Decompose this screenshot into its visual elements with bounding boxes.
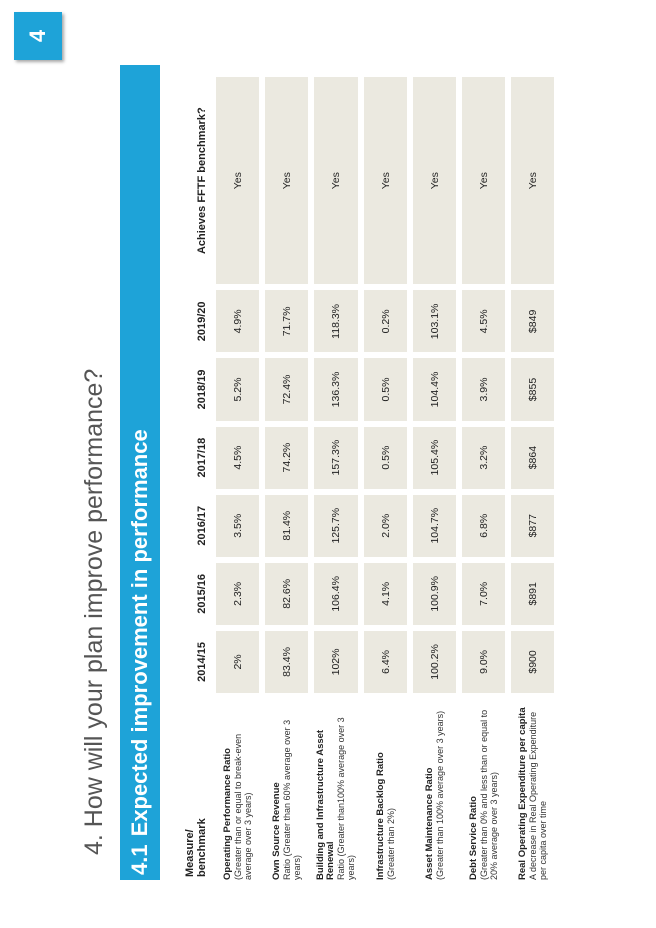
value-cell: 82.6% <box>265 563 308 625</box>
table-row <box>511 77 554 880</box>
column-header: Measure/ benchmark <box>184 818 208 877</box>
value-cell: 105.4% <box>413 427 456 489</box>
value-cell: $900 <box>511 631 554 693</box>
measure-name: Building and Infrastructure Asset Renewal <box>315 729 336 880</box>
table-header-row <box>166 77 210 880</box>
value-cell: 100.2% <box>413 631 456 693</box>
measure-name: Own Source Revenue <box>270 782 282 880</box>
page-title: 4. How will your plan improve performance? <box>80 368 108 855</box>
measure-description: (Greater than 0% and less than or equal to 20% average over 3 years) <box>478 709 499 880</box>
measure-description: (Greater than 100% average over 3 years) <box>434 710 445 880</box>
value-cell: Yes <box>511 77 554 284</box>
measure-cell <box>364 699 407 880</box>
value-cell: 74.2% <box>265 427 308 489</box>
value-cell: 2% <box>216 631 259 693</box>
column-header: 2017/18 <box>196 437 208 478</box>
measure-cell <box>462 699 505 880</box>
measure-name: Operating Performance Ratio <box>221 748 233 880</box>
value-cell: Yes <box>216 77 259 284</box>
value-cell: 6.4% <box>364 631 407 693</box>
performance-table <box>160 71 560 886</box>
value-cell: 125.7% <box>314 495 358 557</box>
page-number: 4 <box>25 29 50 43</box>
value-cell: 5.2% <box>216 358 259 420</box>
value-cell: 157.3% <box>314 427 358 489</box>
value-cell: 102% <box>314 631 358 693</box>
measure-name: Debt Service Ratio <box>467 796 479 880</box>
table-row <box>462 77 505 880</box>
value-cell: 136.3% <box>314 358 358 420</box>
section-header <box>120 65 160 880</box>
measure-cell <box>265 699 308 880</box>
value-cell: 4.5% <box>462 290 505 352</box>
value-cell: $849 <box>511 290 554 352</box>
value-cell: 4.5% <box>216 427 259 489</box>
value-cell: 104.7% <box>413 495 456 557</box>
value-cell: 3.5% <box>216 495 259 557</box>
measure-cell <box>511 699 554 880</box>
value-cell: 3.9% <box>462 358 505 420</box>
section-number: 4.1 <box>127 844 152 875</box>
table-row <box>364 77 407 880</box>
measure-cell <box>314 699 358 880</box>
value-cell: 9.0% <box>462 631 505 693</box>
value-cell: 106.4% <box>314 563 358 625</box>
column-header: 2014/15 <box>196 642 208 682</box>
value-cell: 81.4% <box>265 495 308 557</box>
value-cell: 7.0% <box>462 563 505 625</box>
value-cell: $891 <box>511 563 554 625</box>
value-cell: 72.4% <box>265 358 308 420</box>
table-row <box>413 77 456 880</box>
measure-description: (Greater than or equal to break-even average over 3 years) <box>232 733 253 880</box>
value-cell: Yes <box>364 77 407 284</box>
value-cell: 0.2% <box>364 290 407 352</box>
measure-cell <box>216 699 259 880</box>
value-cell: 71.7% <box>265 290 308 352</box>
column-header: 2015/16 <box>196 573 208 614</box>
value-cell: Yes <box>462 77 505 284</box>
value-cell: Yes <box>314 77 358 284</box>
measure-description: Ratio (Greater than 60% average over 3 years) <box>281 719 302 880</box>
column-header: 2018/19 <box>196 369 208 410</box>
measure-description: (Greater than 2%) <box>385 807 396 880</box>
value-cell: $877 <box>511 495 554 557</box>
column-header: 2016/17 <box>196 505 208 546</box>
measure-name: Real Operating Expenditure per capita <box>516 707 528 880</box>
value-cell: 0.5% <box>364 358 407 420</box>
table-row <box>216 77 259 880</box>
measure-cell <box>413 699 456 880</box>
value-cell: 4.1% <box>364 563 407 625</box>
value-cell: 0.5% <box>364 427 407 489</box>
value-cell: Yes <box>413 77 456 284</box>
value-cell: 83.4% <box>265 631 308 693</box>
rotated-page <box>80 80 580 880</box>
value-cell: 3.2% <box>462 427 505 489</box>
value-cell: 2.3% <box>216 563 259 625</box>
value-cell: 104.4% <box>413 358 456 420</box>
value-cell: $864 <box>511 427 554 489</box>
column-header: 2019/20 <box>196 301 208 342</box>
measure-name: Asset Maintenance Ratio <box>423 767 435 880</box>
value-cell: 4.9% <box>216 290 259 352</box>
measure-description: A decrease in Real Operating Expenditure per capita over time <box>527 711 548 880</box>
value-cell: Yes <box>265 77 308 284</box>
value-cell: 2.0% <box>364 495 407 557</box>
measure-name: Infrastructure Backlog Ratio <box>374 752 386 880</box>
section-title: Expected improvement in performance <box>127 429 152 837</box>
column-header: Achieves FFTF benchmark? <box>196 107 208 255</box>
value-cell: 6.8% <box>462 495 505 557</box>
value-cell: 100.9% <box>413 563 456 625</box>
value-cell: 118.3% <box>314 290 358 352</box>
measure-description: Ratio (Greater than100% average over 3 years) <box>336 717 356 880</box>
table-row <box>265 77 308 880</box>
value-cell: $855 <box>511 358 554 420</box>
value-cell: 103.1% <box>413 290 456 352</box>
table-row <box>314 77 358 880</box>
page-number-badge <box>14 12 62 60</box>
